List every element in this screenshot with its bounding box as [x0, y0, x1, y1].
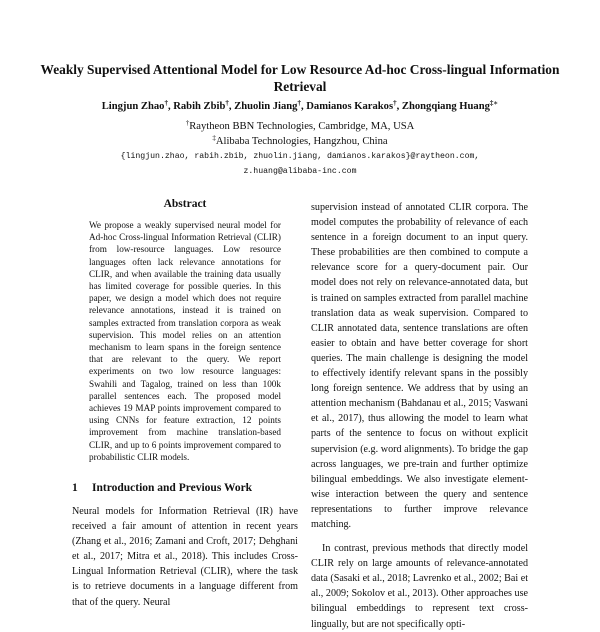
abstract-body: We propose a weakly supervised neural model for Ad-hoc Cross-lingual Information Retrieval (CLIR) from low-resource languages. Low resource languages often lack relevance annotations for CLIR, and when available the training data usually has limited coverage for possible queries. In this paper, we design a model which does not require relevance annotations, instead it is trained on samples extracted from translation corpora as weak supervision. This model relies on an attention mechanism to learn spans in the foreign sentence that are relevant to the query. We report experiments on two low resource languages: Swahili and Tagalog, trained on less than 100k parallel sentences each. The proposed model achieves 19 MAP points improvement compared to using CNNs for feature extraction, 12 points improvement from machine translation-based CLIR, and up to 6 points improvement compared to probabilistic CLIR models.: [89, 220, 281, 462]
author-list: [20, 100, 580, 114]
intro-paragraph: In contrast, previous methods that directly model CLIR rely on large amounts of relevance-annotated data (Sasaki et al., 2018; Lavrenko et al., 2002; Bai et al., 2009; Sokolov et al., 2013). Other approaches use bilingual embeddings to represent text cross-lingually, but are not specifically opti-: [311, 543, 528, 630]
author-separator: ,: [228, 101, 235, 112]
author-name: Rabih Zbib: [173, 101, 226, 112]
email-line: z.huang@alibaba-inc.com: [243, 167, 357, 176]
author-separator: ,: [300, 101, 307, 112]
author-mark: †: [225, 99, 229, 107]
author-mark: †: [393, 99, 397, 107]
author-name: Zhuolin Jiang: [234, 101, 298, 112]
affiliation-mark: ‡: [212, 134, 216, 142]
affiliation-text: Raytheon BBN Technologies, Cambridge, MA, USA: [189, 121, 415, 132]
right-column: [311, 200, 528, 632]
email-line: {lingjun.zhao, rabih.zbib, zhuolin.jiang, damianos.karakos}@raytheon.com,: [120, 152, 480, 161]
paper-title: Weakly Supervised Attentional Model for Low Resource Ad-hoc Cross-lingual Information Retrieval: [40, 62, 560, 94]
intro-paragraph-col1: Neural models for Information Retrieval (IR) have received a fair amount of attention in recent years (Zhang et al., 2016; Zamani and Croft, 2017; Dehghani et al., 2017; Mitra et al., 2018). This includes Cross-Lingual Information Retrieval (CLIR), where the task is to retrieve documents in a language different from that of the query. Neural: [72, 506, 298, 608]
affiliation-text: Alibaba Technologies, Hangzhou, China: [215, 136, 388, 147]
intro-paragraph: supervision instead of annotated CLIR corpora. The model computes the probability of relevance of each sentence in a foreign document to an input query. These probabilities are then combined to compute a relevance score for a query-document pair. Our model does not rely on relevance-annotated data, but is trained on samples extracted from parallel machine translation data as weak supervision. Compared to CLIR annotated data, sentence translations are often easier to obtain and have better coverage for short queries. The main challenge is designing the model to effectively identify relevant spans in the possibly long foreign sentence. We address that by using an attention mechanism (Bahdanau et al., 2015; Vaswani et al., 2017), thus allowing the model to learn what parts of the sentence to focus on without explicit supervision (e.g. word alignments). To bridge the gap across languages, we pre-train and further optimize bilingual embeddings. We also investigate element-wise interaction between the query and sentence representations to further improve relevance matching.: [311, 202, 528, 530]
author-name: Lingjun Zhao: [101, 101, 165, 112]
author: [102, 101, 168, 112]
author-name: Damianos Karakos: [306, 101, 394, 112]
author: [306, 101, 396, 112]
affiliation: [20, 120, 580, 133]
section-title: Introduction and Previous Work: [92, 482, 253, 494]
author-mark: ‡∗: [489, 99, 499, 107]
abstract-heading: Abstract: [163, 198, 207, 210]
author-name: Zhongqiang Huang: [401, 101, 490, 112]
affiliation: [20, 135, 580, 148]
author-separator: ,: [396, 101, 402, 112]
author-mark: †: [297, 99, 301, 107]
section-heading: [72, 482, 252, 494]
author-separator: ,: [167, 101, 174, 112]
author: [234, 101, 301, 112]
author: [173, 101, 229, 112]
author: [402, 101, 498, 112]
section-number: 1: [72, 482, 78, 494]
affiliation-mark: †: [185, 119, 190, 127]
author-mark: †: [164, 99, 168, 107]
